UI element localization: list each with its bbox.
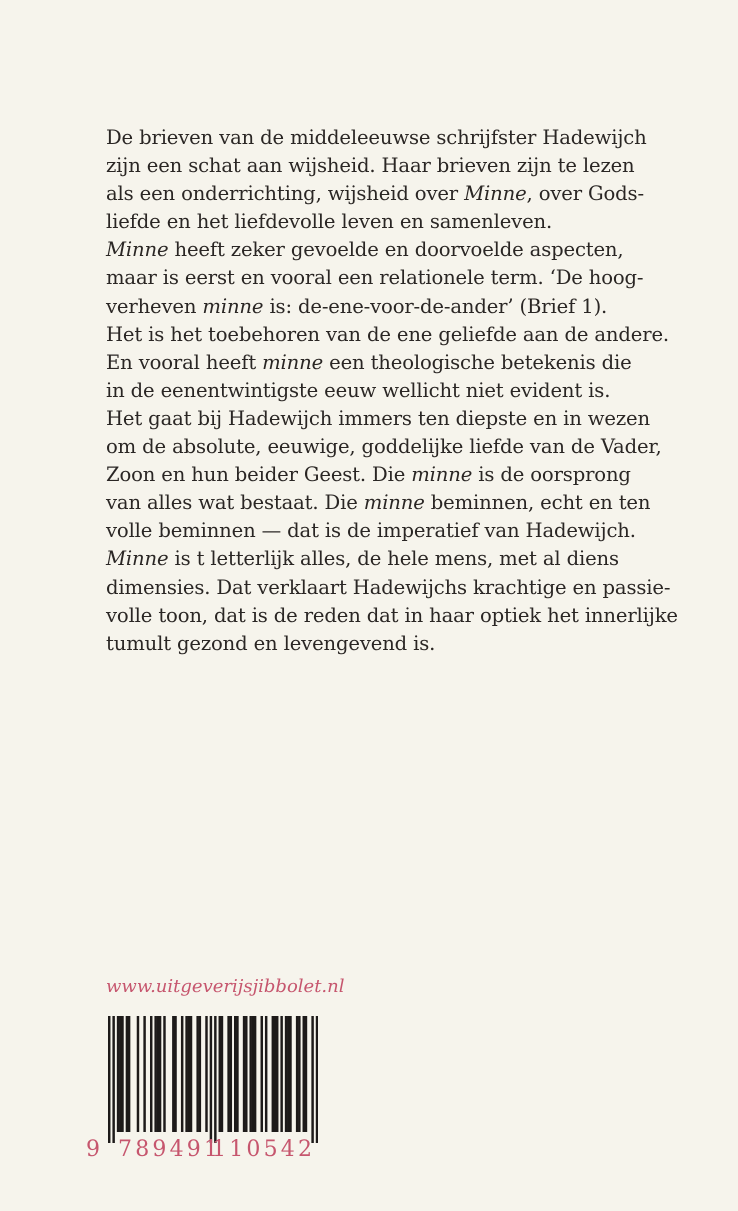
blurb-line — [106, 405, 666, 433]
blurb-line — [106, 293, 666, 321]
barcode-bar — [181, 1016, 183, 1132]
blurb-text: liefde en het liefdevolle leven en samenleven. — [106, 210, 553, 234]
barcode-bar — [303, 1016, 305, 1132]
barcode-bar — [287, 1016, 289, 1132]
blurb-line — [106, 574, 671, 602]
blurb-line — [106, 517, 666, 545]
blurb-text: maar is eerst en vooral een relationele term. ‘De hoog- — [106, 266, 644, 290]
barcode-first-digit: 9 — [86, 1137, 104, 1162]
barcode-bar — [190, 1016, 192, 1132]
blurb-line — [106, 461, 666, 489]
barcode-bar — [214, 1016, 216, 1143]
blurb-text: om de absolute, eeuwige, goddelijke liefde van de Vader, — [106, 435, 662, 459]
barcode-bar — [112, 1016, 114, 1143]
blurb-line — [106, 433, 666, 461]
barcode-left-group: 789491 — [118, 1137, 222, 1162]
barcode-bar — [311, 1016, 313, 1143]
barcode-bar — [305, 1016, 307, 1132]
barcode-bar — [236, 1016, 238, 1132]
blurb-line — [106, 321, 669, 349]
barcode-bar — [157, 1016, 159, 1132]
blurb-text: Het is het toebehoren van de ene geliefde aan de andere. — [106, 322, 669, 346]
barcode-bar — [128, 1016, 130, 1132]
blurb-line — [106, 349, 666, 377]
publisher-website-link[interactable]: www.uitgeverijsjibbolet.nl — [106, 976, 345, 997]
blurb-text: is: de-ene-voor-de-ander’ (Brief 1). — [263, 294, 608, 318]
back-cover-blurb — [106, 124, 678, 658]
blurb-text: een theologische betekenis die — [323, 350, 632, 374]
blurb-text: beminnen, echt en ten — [424, 491, 651, 515]
barcode-bar — [285, 1016, 287, 1132]
barcode-bar — [174, 1016, 176, 1132]
barcode-bar — [234, 1016, 236, 1132]
barcode-bar — [274, 1016, 276, 1132]
blurb-text: verheven — [106, 294, 203, 318]
blurb-emphasis: minne — [202, 294, 264, 318]
blurb-line — [106, 545, 666, 573]
barcode-bar — [296, 1016, 298, 1132]
barcode-bar — [199, 1016, 201, 1132]
barcode-bars — [108, 1016, 318, 1143]
barcode-right-group: 110542 — [212, 1137, 316, 1162]
barcode-bar — [298, 1016, 300, 1132]
barcode-bar — [219, 1016, 221, 1132]
barcode-bar — [196, 1016, 198, 1132]
blurb-line — [106, 377, 666, 405]
barcode-bar — [316, 1016, 318, 1143]
barcode-bar — [252, 1016, 254, 1132]
blurb-text: dimensies. Dat verklaart Hadewijchs krachtige en passie- — [106, 575, 671, 599]
barcode-bar — [227, 1016, 229, 1132]
blurb-line — [106, 180, 666, 208]
barcode-bar — [185, 1016, 187, 1132]
blurb-line — [106, 630, 666, 658]
blurb-emphasis: minne — [411, 463, 473, 487]
barcode-bar — [137, 1016, 139, 1132]
barcode-bar — [172, 1016, 174, 1132]
barcode-bar — [119, 1016, 121, 1132]
barcode-bar — [249, 1016, 251, 1132]
blurb-emphasis: Minne — [106, 547, 169, 571]
barcode-bar — [108, 1016, 110, 1143]
blurb-text: En vooral heeft — [106, 350, 263, 374]
blurb-text: is t letterlijk alles, de hele mens, met al diens — [168, 547, 619, 571]
barcode-bar — [159, 1016, 161, 1132]
barcode-bar — [254, 1016, 256, 1132]
blurb-emphasis: minne — [363, 491, 425, 515]
blurb-text: als een onderrichting, wijsheid over — [106, 182, 465, 206]
blurb-text: Het gaat bij Hadewijch immers ten diepste en in wezen — [106, 406, 650, 430]
blurb-text: tumult gezond en levengevend is. — [106, 631, 436, 655]
barcode-bar — [230, 1016, 232, 1132]
barcode-bar — [280, 1016, 282, 1132]
barcode-bar — [221, 1016, 223, 1132]
barcode-bar — [272, 1016, 274, 1132]
blurb-text: Zoon en hun beider Geest. Die — [106, 463, 412, 487]
blurb-line — [106, 236, 666, 264]
blurb-text: van alles wat bestaat. Die — [106, 491, 364, 515]
barcode-bar — [150, 1016, 152, 1132]
barcode-bar — [245, 1016, 247, 1132]
blurb-text: in de eenentwintigste eeuw wellicht niet evident is. — [106, 378, 611, 402]
barcode-bar — [265, 1016, 267, 1132]
blurb-line — [106, 208, 666, 236]
blurb-emphasis: minne — [262, 350, 324, 374]
blurb-text: is de oorsprong — [472, 463, 631, 487]
blurb-text: volle toon, dat is de reden dat in haar optiek het innerlijke — [106, 603, 678, 627]
isbn-barcode — [86, 1013, 326, 1163]
blurb-line — [106, 489, 666, 517]
barcode-bar — [121, 1016, 123, 1132]
barcode-bar — [143, 1016, 145, 1132]
barcode-bar — [117, 1016, 119, 1132]
barcode-bar — [276, 1016, 278, 1132]
blurb-text: heeft zeker gevoelde en doorvoelde aspecten, — [168, 238, 624, 262]
blurb-emphasis: Minne — [106, 238, 169, 262]
barcode-bar — [243, 1016, 245, 1132]
blurb-text: De brieven van de middeleeuwse schrijfster Hadewijch — [106, 126, 647, 149]
blurb-text: zijn een schat aan wijsheid. Haar brieven zijn te lezen — [106, 154, 635, 178]
barcode-bar — [210, 1016, 212, 1143]
barcode-bar — [126, 1016, 128, 1132]
blurb-line — [106, 124, 666, 152]
barcode-bar — [289, 1016, 291, 1132]
blurb-line — [106, 602, 678, 630]
blurb-line — [106, 264, 666, 292]
blurb-line — [106, 152, 666, 180]
barcode-bar — [154, 1016, 156, 1132]
barcode-bar — [205, 1016, 207, 1132]
blurb-emphasis: Minne — [464, 182, 527, 206]
blurb-text: , over Gods- — [526, 182, 644, 206]
barcode-bar — [188, 1016, 190, 1132]
barcode-bar — [261, 1016, 263, 1132]
barcode-bar — [163, 1016, 165, 1132]
blurb-text: volle beminnen — dat is de imperatief van Hadewijch. — [106, 519, 636, 543]
